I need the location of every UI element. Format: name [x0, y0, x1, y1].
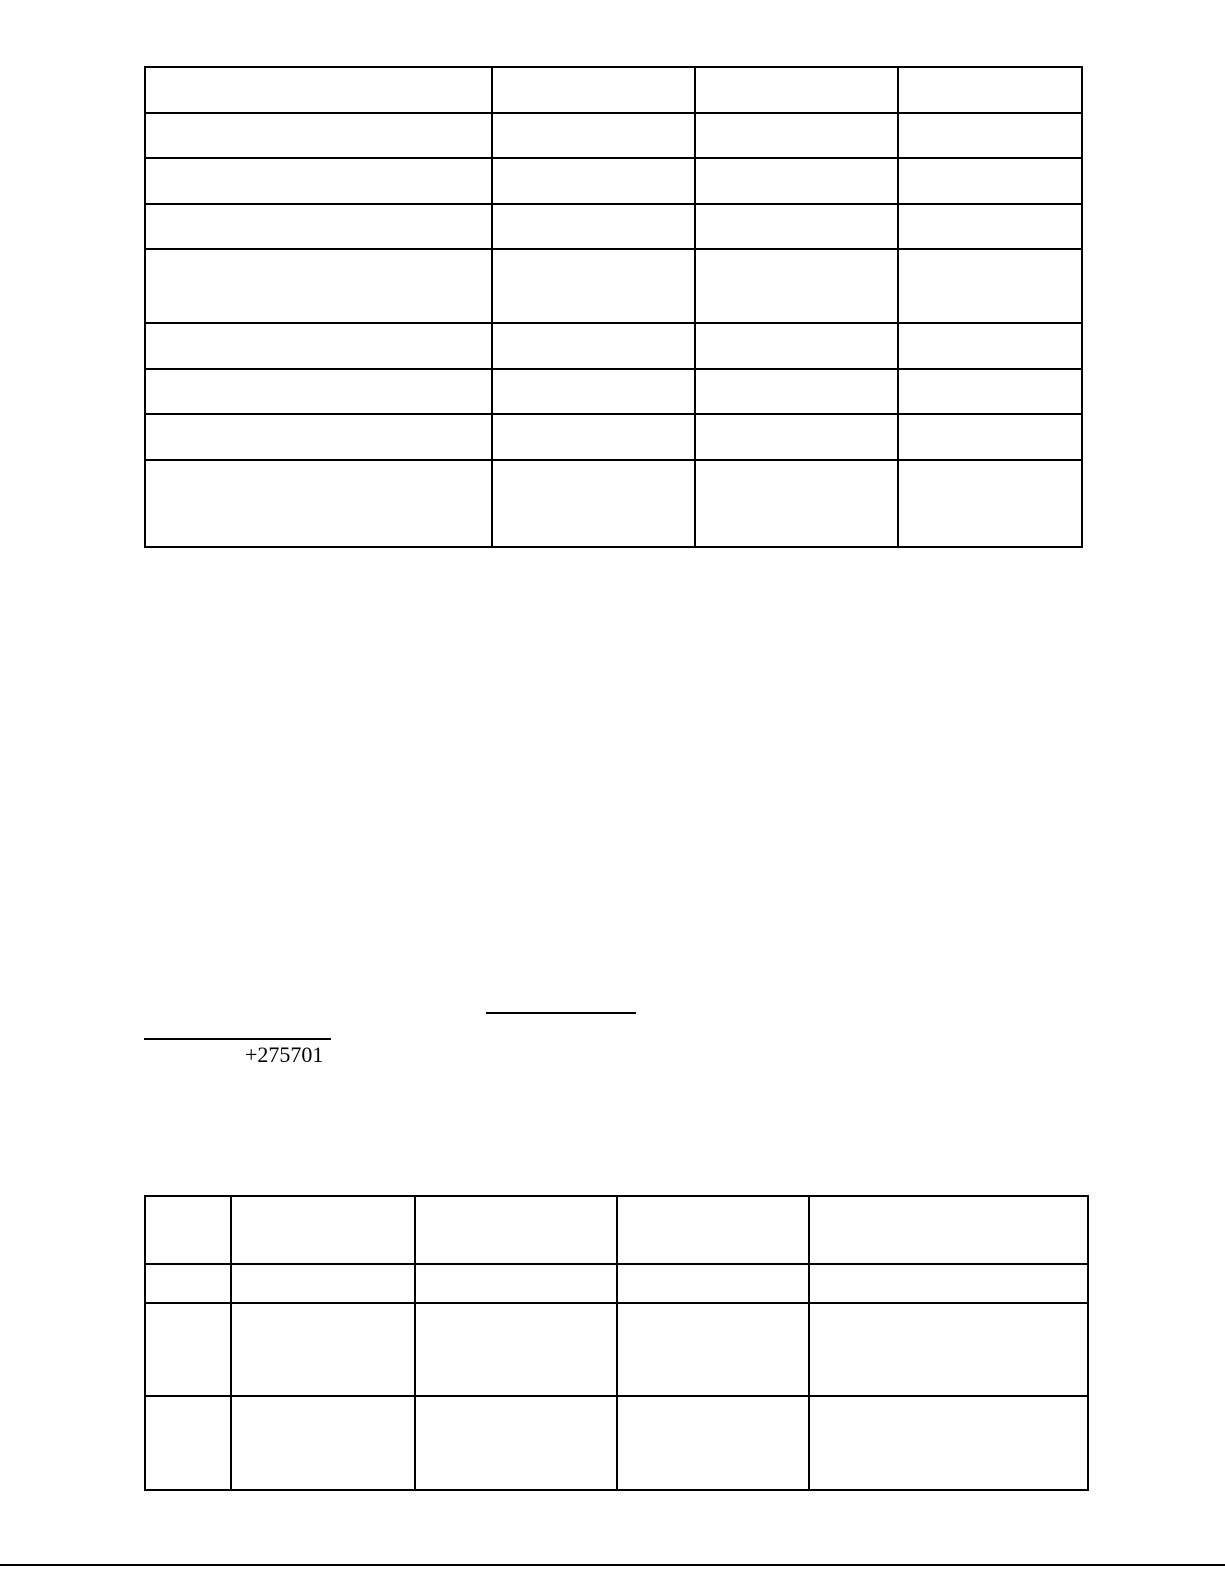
table-row: [145, 249, 1082, 323]
table-cell: [617, 1303, 809, 1396]
table-cell: [145, 460, 492, 547]
table-cell: [492, 67, 695, 113]
table-row: [145, 460, 1082, 547]
table-cell: [415, 1396, 617, 1490]
table-row: [145, 414, 1082, 460]
page-bottom-rule: [0, 1564, 1225, 1566]
table-cell: [145, 414, 492, 460]
table-cell: [415, 1264, 617, 1303]
table-row: [145, 113, 1082, 158]
table-cell: [492, 113, 695, 158]
table-cell: [415, 1303, 617, 1396]
table-cell: [809, 1396, 1088, 1490]
table-cell: [231, 1303, 415, 1396]
table-cell: [617, 1196, 809, 1264]
underline-rule: [486, 1012, 636, 1014]
table-cell: [695, 158, 898, 204]
table-row: [145, 158, 1082, 204]
table-cell: [809, 1303, 1088, 1396]
table-cell: [695, 67, 898, 113]
upper-table: [144, 66, 1083, 548]
table-cell: [492, 369, 695, 414]
table-cell: [231, 1264, 415, 1303]
table-cell: [898, 204, 1082, 249]
table-cell: [695, 204, 898, 249]
table-cell: [898, 323, 1082, 369]
table-cell: [898, 369, 1082, 414]
table-cell: [695, 414, 898, 460]
table-cell: [492, 460, 695, 547]
table-row: [145, 323, 1082, 369]
table-cell: [145, 249, 492, 323]
table-cell: [809, 1196, 1088, 1264]
table-cell: [695, 249, 898, 323]
table-cell: [231, 1396, 415, 1490]
table-row: [145, 369, 1082, 414]
table-row: [145, 1264, 1088, 1303]
table-cell: [145, 67, 492, 113]
table-row: [145, 1303, 1088, 1396]
table-cell: [617, 1264, 809, 1303]
table-cell: [695, 369, 898, 414]
table-cell: [145, 369, 492, 414]
table-cell: [145, 323, 492, 369]
table-row: [145, 204, 1082, 249]
table-cell: [898, 249, 1082, 323]
table-cell: [415, 1196, 617, 1264]
table-cell: [492, 249, 695, 323]
table-cell: [492, 158, 695, 204]
table-cell: [809, 1264, 1088, 1303]
partial-number-text: +275701: [245, 1042, 324, 1064]
table-cell: [492, 414, 695, 460]
table-cell: [492, 323, 695, 369]
table-row: [145, 1396, 1088, 1490]
table-cell: [145, 1196, 231, 1264]
table-cell: [145, 158, 492, 204]
table-cell: [695, 323, 898, 369]
table-cell: [898, 113, 1082, 158]
table-cell: [145, 1303, 231, 1396]
lower-table: [144, 1195, 1089, 1491]
table-cell: [231, 1196, 415, 1264]
table-row: [145, 1196, 1088, 1264]
table-cell: [145, 1264, 231, 1303]
table-cell: [145, 1396, 231, 1490]
table-cell: [145, 113, 492, 158]
table-row: [145, 67, 1082, 113]
fraction-rule: [144, 1038, 331, 1040]
table-cell: [898, 460, 1082, 547]
table-cell: [898, 67, 1082, 113]
table-cell: [492, 204, 695, 249]
table-cell: [145, 204, 492, 249]
table-cell: [898, 158, 1082, 204]
table-cell: [695, 113, 898, 158]
table-cell: [695, 460, 898, 547]
table-cell: [898, 414, 1082, 460]
table-cell: [617, 1396, 809, 1490]
